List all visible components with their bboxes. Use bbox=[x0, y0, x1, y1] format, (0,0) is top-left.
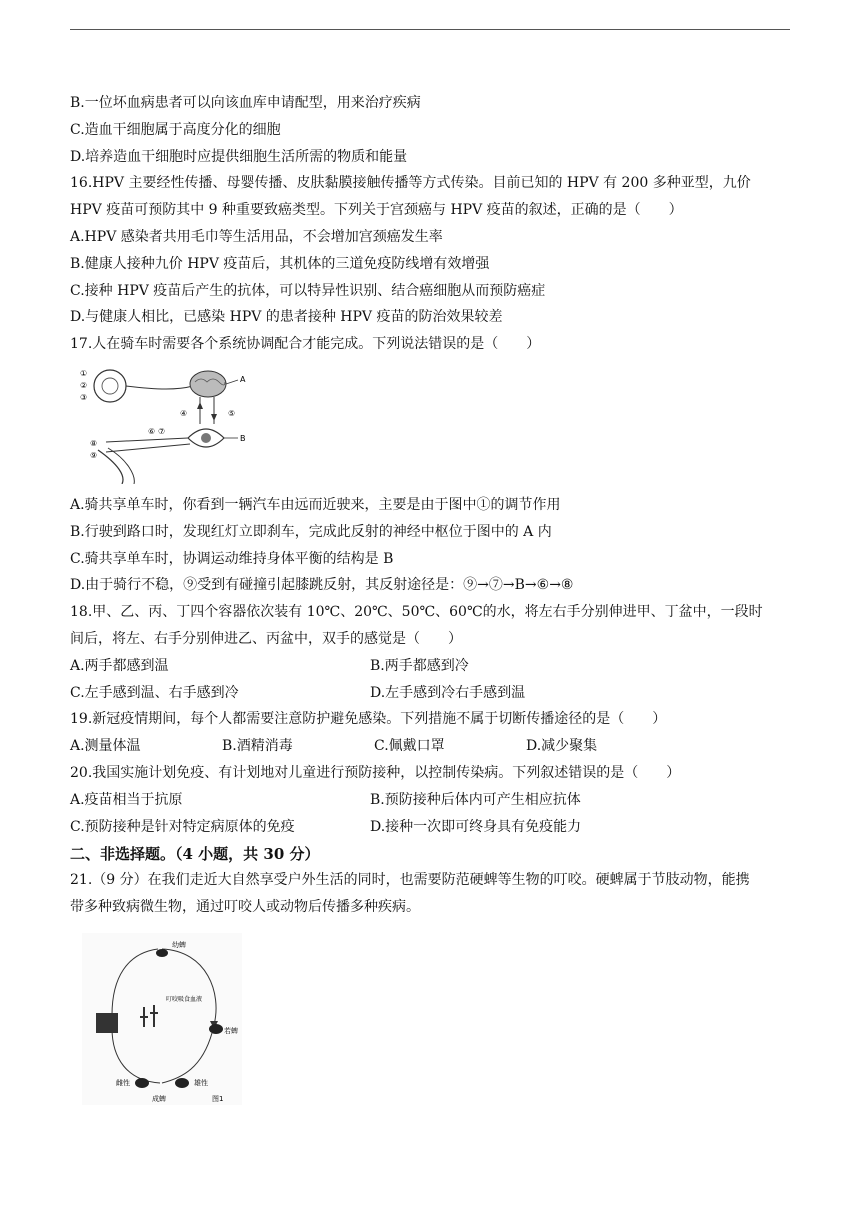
figure-number: 图1 bbox=[212, 1094, 224, 1103]
label-4: ④ bbox=[180, 408, 188, 418]
q18-option-c: C.左手感到温、右手感到冷 bbox=[70, 684, 239, 701]
q17-option-a: A.骑共享单车时，你看到一辆汽车由远而近驶来，主要是由于图中①的调节作用 bbox=[70, 496, 561, 513]
q16-option-c: C.接种 HPV 疫苗后产生的抗体，可以特异性识别、结合癌细胞从而预防癌症 bbox=[70, 282, 546, 299]
q18-options-row-2 bbox=[70, 680, 792, 707]
label-9: ⑨ bbox=[90, 450, 98, 460]
q17-stem: 17.人在骑车时需要各个系统协调配合才能完成。下列说法错误的是（ ） bbox=[70, 336, 541, 353]
label-larva: 幼蜱 bbox=[172, 940, 186, 949]
tick-life-cycle-figure bbox=[82, 933, 242, 1105]
q15-option-c: C.造血干细胞属于高度分化的细胞 bbox=[70, 121, 281, 138]
q20-option-b: B.预防接种后体内可产生相应抗体 bbox=[370, 791, 581, 808]
label-bite: 叮咬吸食血液 bbox=[166, 995, 203, 1003]
q19-option-a: A.测量体温 bbox=[70, 738, 141, 755]
q16-stem-line-1: 16.HPV 主要经性传播、母婴传播、皮肤黏膜接触传播等方式传染。目前已知的 HPV 有 200 多种亚型，九价 bbox=[70, 175, 751, 192]
q19-option-b: B.酒精消毒 bbox=[222, 738, 293, 755]
label-adult: 成蜱 bbox=[152, 1094, 166, 1103]
q16-option-a: A.HPV 感染者共用毛巾等生活用品，不会增加宫颈癌发生率 bbox=[70, 228, 443, 245]
q21-stem-line-2: 带多种致病微生物，通过叮咬人或动物后传播多种疾病。 bbox=[70, 899, 420, 916]
section-heading: 二、非选择题。（4 小题，共 30 分） bbox=[70, 845, 320, 864]
q18-option-d: D.左手感到冷右手感到温 bbox=[370, 684, 526, 701]
label-male: 雄性 bbox=[194, 1078, 208, 1087]
label-6: ⑥ bbox=[148, 426, 156, 436]
q16-stem-line-2: HPV 疫苗可预防其中 9 种重要致癌类型。下列关于宫颈癌与 HPV 疫苗的叙述，正确的是（ ） bbox=[70, 202, 683, 219]
q18-stem-line-1: 18.甲、乙、丙、丁四个容器依次装有 10℃、20℃、50℃、60℃的水，将左右手分别伸进甲、丁盆中，一段时 bbox=[70, 604, 763, 621]
q19-option-c: C.佩戴口罩 bbox=[374, 738, 445, 755]
header-rule bbox=[70, 29, 790, 30]
q17-option-c: C.骑共享单车时，协调运动维持身体平衡的结构是 B bbox=[70, 550, 394, 567]
q19-options-row bbox=[70, 733, 792, 760]
q18-option-b: B.两手都感到冷 bbox=[370, 657, 469, 674]
q16-option-b: B.健康人接种九价 HPV 疫苗后，其机体的三道免疫防线增有效增强 bbox=[70, 255, 490, 272]
exam-page bbox=[70, 90, 792, 1109]
q18-option-a: A.两手都感到温 bbox=[70, 657, 169, 674]
q19-stem: 19.新冠疫情期间，每个人都需要注意防护避免感染。下列措施不属于切断传播途径的是（ ） bbox=[70, 711, 667, 728]
label-1: ① bbox=[80, 368, 88, 378]
label-8: ⑧ bbox=[90, 438, 98, 448]
label-female: 雌性 bbox=[116, 1078, 130, 1087]
label-a: A bbox=[240, 374, 246, 384]
label-2: ② bbox=[80, 380, 88, 390]
q17-option-b: B.行驶到路口时，发现红灯立即刹车，完成此反射的神经中枢位于图中的 A 内 bbox=[70, 523, 552, 540]
q20-option-a: A.疫苗相当于抗原 bbox=[70, 791, 183, 808]
q15-option-b: B.一位坏血病患者可以向该血库申请配型，用来治疗疾病 bbox=[70, 95, 421, 111]
label-nymph: 若蜱 bbox=[224, 1026, 238, 1035]
q19-option-d: D.减少聚集 bbox=[526, 738, 598, 755]
q20-options-row-1 bbox=[70, 787, 792, 814]
q20-stem: 20.我国实施计划免疫、有计划地对儿童进行预防接种，以控制传染病。下列叙述错误的是（ ） bbox=[70, 764, 681, 781]
label-5: ⑤ bbox=[228, 408, 236, 418]
q18-stem-line-2: 间后，将左、右手分别伸进乙、丙盆中，双手的感觉是（ ） bbox=[70, 630, 462, 647]
q20-options-row-2 bbox=[70, 814, 792, 841]
q17-option-d: D.由于骑行不稳，⑨受到有碰撞引起膝跳反射，其反射途径是：⑨→⑦→B→⑥→⑧ bbox=[70, 577, 574, 594]
q18-options-row-1 bbox=[70, 653, 792, 680]
reflex-arc-figure bbox=[78, 364, 253, 484]
q20-option-d: D.接种一次即可终身具有免疫能力 bbox=[370, 818, 582, 835]
q21-stem-line-1: 21.（9 分）在我们走近大自然享受户外生活的同时，也需要防范硬蜱等生物的叮咬。硬蜱属于节肢动物，能携 bbox=[70, 872, 750, 889]
label-b: B bbox=[240, 433, 246, 443]
q20-option-c: C.预防接种是针对特定病原体的免疫 bbox=[70, 818, 295, 835]
q16-option-d: D.与健康人相比，已感染 HPV 的患者接种 HPV 疫苗的防治效果较差 bbox=[70, 309, 503, 326]
q15-option-d: D.培养造血干细胞时应提供细胞生活所需的物质和能量 bbox=[70, 148, 408, 165]
label-7: ⑦ bbox=[158, 426, 166, 436]
label-3: ③ bbox=[80, 392, 88, 402]
